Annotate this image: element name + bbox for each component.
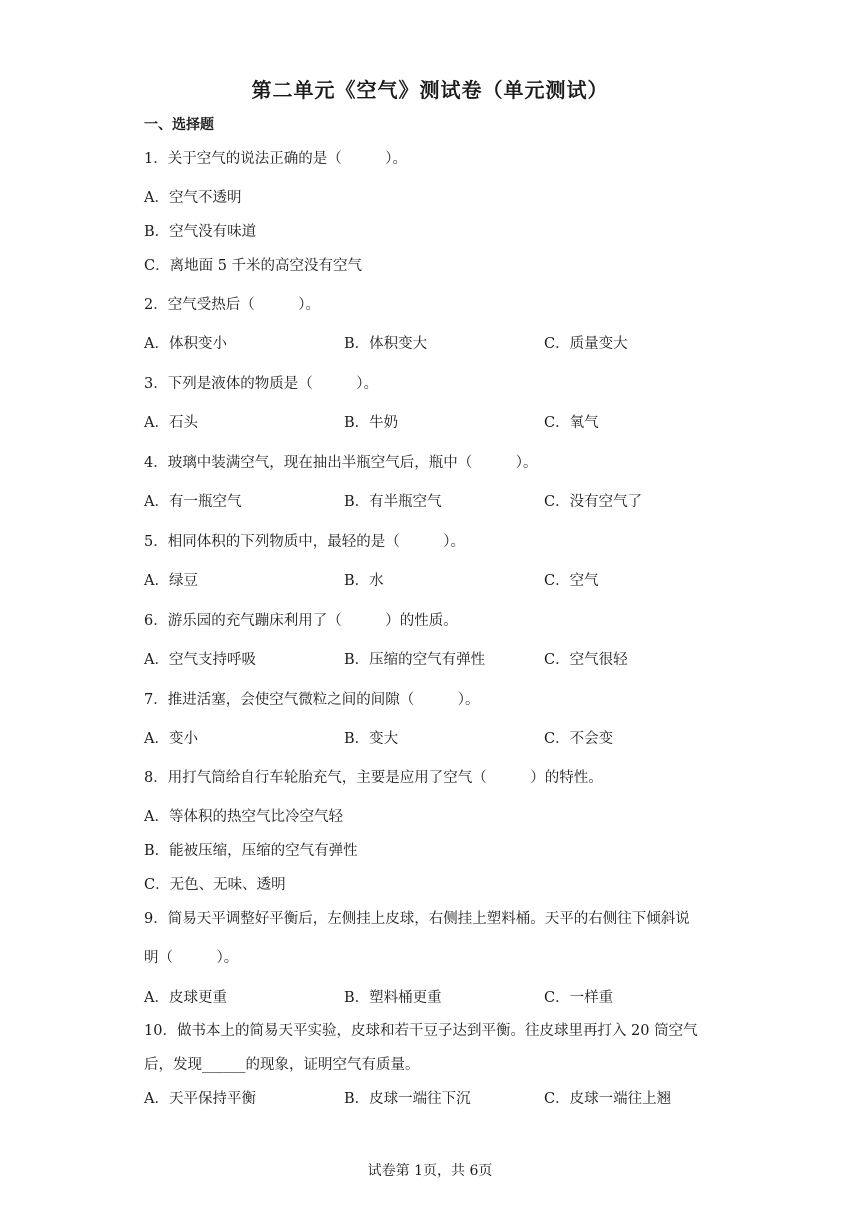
question-2-option-b: B．体积变大: [344, 336, 428, 352]
question-6-option-a: A．空气支持呼吸: [144, 652, 256, 668]
question-4-option-c: C．没有空气了: [544, 494, 643, 510]
question-9-option-c: C．一样重: [544, 990, 614, 1006]
question-9-options: [144, 986, 744, 1008]
question-2-stem: 2．空气受热后（ ）。: [144, 297, 320, 313]
question-5-option-c: C．空气: [544, 573, 599, 589]
question-1-stem: 1．关于空气的说法正确的是（ ）。: [144, 151, 407, 167]
question-4-option-a: A．有一瓶空气: [144, 494, 242, 510]
question-7-options: [144, 727, 744, 749]
question-7-stem: 7．推进活塞，会使空气微粒之间的间隙（ ）。: [144, 692, 480, 708]
question-9-option-b: B．塑料桶更重: [344, 990, 442, 1006]
question-7-option-c: C．不会变: [544, 731, 614, 747]
question-7-option-a: A．变小: [144, 731, 198, 747]
question-4-option-b: B．有半瓶空气: [344, 494, 442, 510]
question-2-option-c: C．质量变大: [544, 336, 628, 352]
question-3-options: [144, 411, 744, 433]
question-8-option-b: B．能被压缩，压缩的空气有弹性: [144, 843, 358, 859]
question-10-options: [144, 1087, 744, 1109]
question-6-option-c: C．空气很轻: [544, 652, 628, 668]
question-3-stem: 3．下列是液体的物质是（ ）。: [144, 376, 378, 392]
question-10-stem-line-1: 10．做书本上的简易天平实验，皮球和若干豆子达到平衡。往皮球里再打入 20 筒空气: [144, 1023, 698, 1039]
question-5-option-a: A．绿豆: [144, 573, 198, 589]
question-4-options: [144, 490, 744, 512]
question-2-options: [144, 332, 744, 354]
question-8-option-a: A．等体积的热空气比冷空气轻: [144, 809, 343, 825]
question-2-option-a: A．体积变小: [144, 336, 227, 352]
page-title: 第二单元《空气》测试卷（单元测试）: [251, 78, 609, 102]
question-8-stem: 8．用打气筒给自行车轮胎充气，主要是应用了空气（ ）的特性。: [144, 770, 603, 786]
question-10-option-a: A．天平保持平衡: [144, 1091, 256, 1107]
question-6-options: [144, 648, 744, 670]
question-3-option-a: A．石头: [144, 415, 198, 431]
question-6-stem: 6．游乐园的充气蹦床利用了（ ）的性质。: [144, 613, 458, 629]
question-10-option-b: B．皮球一端往下沉: [344, 1091, 471, 1107]
question-5-stem: 5．相同体积的下列物质中，最轻的是（ ）。: [144, 534, 465, 550]
question-4-stem: 4．玻璃中装满空气，现在抽出半瓶空气后，瓶中（ ）。: [144, 455, 538, 471]
question-6-option-b: B．压缩的空气有弹性: [344, 652, 486, 668]
section-heading: 一、选择题: [144, 117, 214, 133]
question-10-stem-line-2: 后，发现______的现象，证明空气有质量。: [144, 1057, 420, 1073]
question-9-stem-line-1: 9．简易天平调整好平衡后，左侧挂上皮球，右侧挂上塑料桶。天平的右侧往下倾斜说: [144, 911, 690, 927]
question-8-option-c: C．无色、无味、透明: [144, 877, 286, 893]
question-10-option-c: C．皮球一端往上翘: [544, 1091, 672, 1107]
question-9-option-a: A．皮球更重: [144, 990, 227, 1006]
question-7-option-b: B．变大: [344, 731, 399, 747]
question-1-option-b: B．空气没有味道: [144, 224, 257, 240]
question-5-option-b: B．水: [344, 573, 384, 589]
page-footer: 试卷第 1页，共 6页: [367, 1163, 493, 1179]
question-3-option-b: B．牛奶: [344, 415, 399, 431]
question-3-option-c: C．氧气: [544, 415, 599, 431]
question-1-option-c: C．离地面 5 千米的高空没有空气: [144, 258, 363, 274]
question-5-options: [144, 569, 744, 591]
question-1-option-a: A．空气不透明: [144, 190, 242, 206]
question-9-stem-line-2: 明（ ）。: [144, 950, 239, 966]
